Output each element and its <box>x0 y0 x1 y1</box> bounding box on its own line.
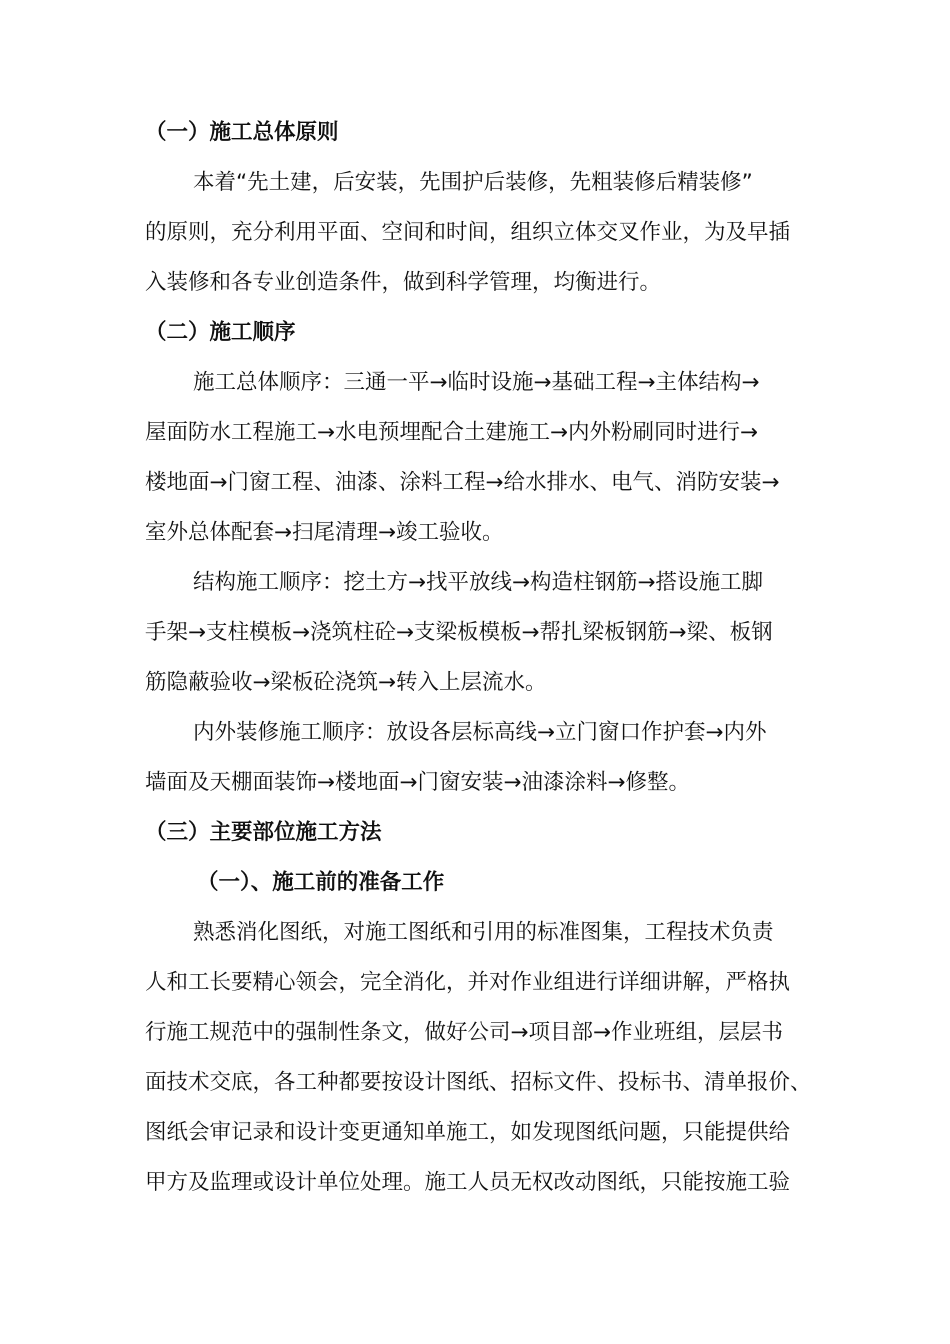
section-heading-sequence: （二）施工顺序 <box>145 320 296 345</box>
paragraph-line: 室外总体配套→扫尾清理→竣工验收。 <box>145 520 504 545</box>
paragraph-line: 甲方及监理或设计单位处理。施工人员无权改动图纸，只能按施工验 <box>145 1170 791 1195</box>
paragraph-line: 的原则，充分利用平面、空间和时间，组织立体交叉作业，为及早插 <box>145 220 791 245</box>
paragraph-line: 本着“先土建，后安装，先围护后装修，先粗装修后精装修” <box>193 170 753 195</box>
paragraph-line: 墙面及天棚面装饰→楼地面→门窗安装→油漆涂料→修整。 <box>145 770 691 795</box>
paragraph-line: 楼地面→门窗工程、油漆、涂料工程→给水排水、电气、消防安装→ <box>145 470 780 495</box>
paragraph-line: 屋面防水工程施工→水电预埋配合土建施工→内外粉刷同时进行→ <box>145 420 759 445</box>
paragraph-line: 人和工长要精心领会，完全消化，并对作业组进行详细讲解，严格执 <box>145 970 791 995</box>
paragraph-line: 手架→支柱模板→浇筑柱砼→支梁板模板→帮扎梁板钢筋→梁、板钢 <box>145 620 773 645</box>
document-body <box>145 108 810 1208</box>
paragraph-line: 内外装修施工顺序：放设各层标高线→立门窗口作护套→内外 <box>193 720 767 745</box>
paragraph-line: 筋隐蔽验收→梁板砼浇筑→转入上层流水。 <box>145 670 547 695</box>
paragraph-line: 结构施工顺序：挖土方→找平放线→构造柱钢筋→搭设施工脚 <box>193 570 764 595</box>
paragraph-line: 入装修和各专业创造条件，做到科学管理，均衡进行。 <box>145 270 662 295</box>
section-heading-principles: （一）施工总体原则 <box>145 120 339 145</box>
paragraph-line: 行施工规范中的强制性条文，做好公司→项目部→作业班组，层层书 <box>145 1020 784 1045</box>
section-heading-methods: （三）主要部位施工方法 <box>145 820 382 845</box>
subsection-heading-preparation: （一）、施工前的准备工作 <box>197 870 445 895</box>
paragraph-line: 熟悉消化图纸，对施工图纸和引用的标准图集，工程技术负责 <box>193 920 774 945</box>
paragraph-line: 施工总体顺序：三通一平→临时设施→基础工程→主体结构→ <box>193 370 760 395</box>
paragraph-line: 面技术交底，各工种都要按设计图纸、招标文件、投标书、清单报价、 <box>145 1070 812 1095</box>
paragraph-line: 图纸会审记录和设计变更通知单施工，如发现图纸问题，只能提供给 <box>145 1120 791 1145</box>
